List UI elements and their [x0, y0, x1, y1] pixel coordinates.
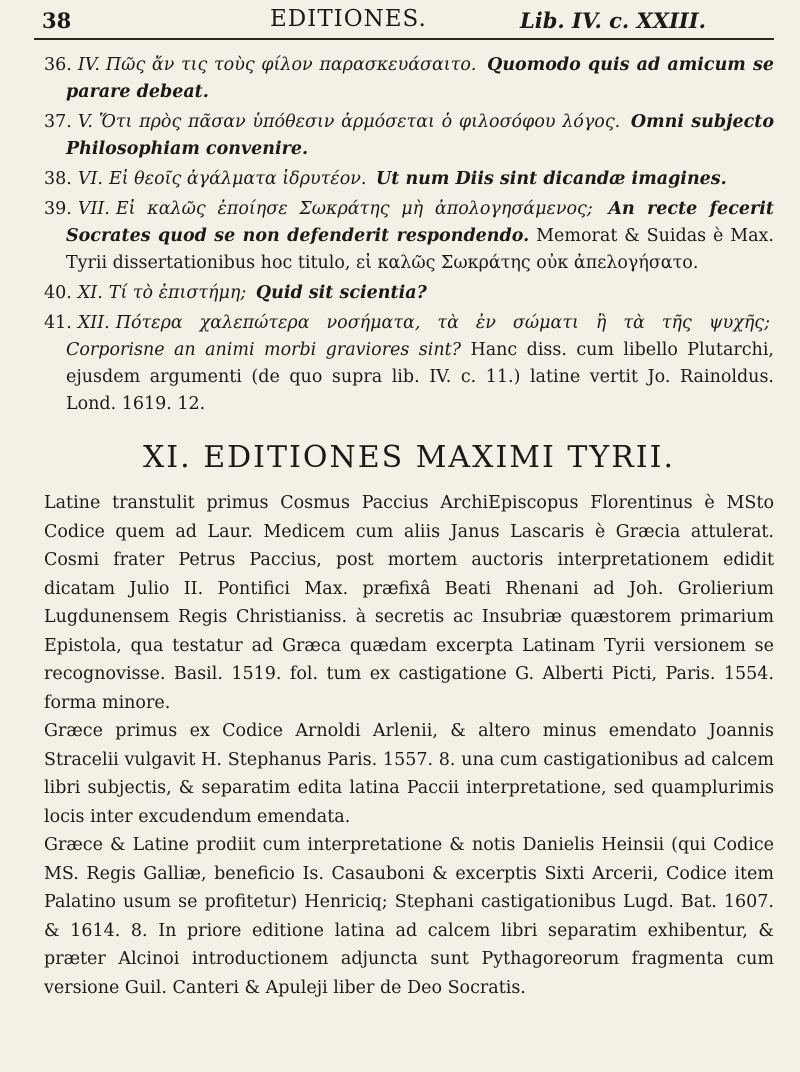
list-item — [44, 52, 774, 106]
running-head: EDITIONES. — [270, 6, 427, 32]
paragraph-latin-editions: Latine transtulit primus Cosmus Paccius ArchiEpiscopus Florentinus è MSto Codice quem ad Laur. Medicem cum aliis Janus Lascaris è Græcia attulerat. Cosmi frater Petrus Paccius, post mortem auctoris interpretationem edidit dicatam Julio II. Pontifici Max. præfixâ Beati Rhenani ad Joh. Grolierium Lugdunensem Regis Christianiss. à secretis ac Insubriæ quæstorem primarium Epistola, qua testatur ad Græca quædam excerpta Latinam Tyrii versionem se recognovisse. Basil. 1519. fol. tum ex castigatione G. Alberti Picti, Paris. 1554. forma minore. — [44, 493, 774, 713]
page-header — [0, 0, 800, 44]
entry-greek-title: Πῶς ἄν τις τοὺς φίλον παρασκευάσαιτο. — [105, 55, 477, 75]
entry-note: Hanc diss. cum libello Plutarchi, ejusdem argumenti (de quo supra lib. IV. c. 11.) latine vertit Jo. Rainoldus. Lond. 1619. 12. — [66, 340, 774, 414]
list-item — [44, 109, 774, 163]
entry-number: 37. — [44, 112, 72, 132]
entry-latin-title: Ut num Diis sint dicandæ imagines. — [376, 169, 727, 189]
page-body — [44, 52, 774, 1002]
entry-greek-title: Τί τὸ ἐπιστήμη; — [108, 283, 247, 303]
entry-number: 39. — [44, 199, 72, 219]
entry-greek-title: Πότερα χαλεπώτερα νοσήματα, τὰ ἐν σώματι ἢ τὰ τῆς ψυχῆς; — [115, 313, 770, 333]
entry-number: 40. — [44, 283, 72, 303]
list-item — [44, 166, 774, 193]
entry-latin-title: An recte fecerit Socrates quod se non defenderit respondendo. — [66, 199, 774, 246]
entry-note: Memorat & Suidas è Max. Tyrii dissertationibus hoc titulo, εἰ καλῶς Σωκράτης οὐκ ἀπελογήσατο. — [66, 226, 774, 273]
entry-marker: VII. — [77, 199, 110, 219]
entry-marker: XI. — [77, 283, 103, 303]
entry-latin-title: Quomodo quis ad amicum se parare debeat. — [66, 55, 774, 102]
section-title: XI. EDITIONES MAXIMI TYRII. — [142, 440, 676, 475]
list-item — [44, 280, 774, 307]
entry-marker: IV. — [77, 55, 100, 75]
entry-number: 36. — [44, 55, 72, 75]
paragraph-bilingual-editions: Græce & Latine prodiit cum interpretatione & notis Danielis Heinsii (qui Codice MS. Regis Galliæ, beneficio Is. Casauboni & excerptis Sixti Arcerii, Codice item Palatino usum se profitetur) Henriciq; Stephani castigationibus Lugd. Bat. 1607. & 1614. 8. In priore editione latina ad calcem libri separatim exhibentur, & præter Alcinoi introductionem adjuncta sunt Pythagoreorum fragmenta cum versione Guil. Canteri & Apuleji liber de Deo Socratis. — [44, 835, 774, 998]
section-reference: Lib. IV. c. XXIII. — [520, 8, 706, 33]
entry-number: 41. — [44, 313, 72, 333]
entry-greek-title: Εἰ καλῶς ἐποίησε Σωκράτης μὴ ἀπολογησάμενος; — [115, 199, 593, 219]
list-item — [44, 196, 774, 277]
entry-marker: XII. — [77, 313, 110, 333]
entry-greek-title: Εἰ θεοῖς ἀγάλματα ἱδρυτέον. — [108, 169, 367, 189]
paragraph-greek-editions: Græce primus ex Codice Arnoldi Arlenii, & altero minus emendato Joannis Stracelii vulgavit H. Stephanus Paris. 1557. 8. una cum castigationibus ad calcem libri subjectis, & separatim edita latina Paccii interpretatione, sed quamplurimis locis inter excudendum emendata. — [44, 721, 774, 827]
entry-marker: VI. — [77, 169, 103, 189]
header-rule — [34, 38, 774, 40]
entry-greek-title: Ὅτι πρὸς πᾶσαν ὑπόθεσιν ἁρμόσεται ὁ φιλοσόφου λόγος. — [99, 112, 621, 132]
page-number: 38 — [42, 8, 72, 33]
entry-number: 38. — [44, 169, 72, 189]
entry-latin-title: Omni subjecto Philosophiam convenire. — [66, 112, 774, 159]
entry-latin-title: Quid sit scientia? — [255, 283, 427, 303]
entry-marker: V. — [77, 112, 93, 132]
entry-latin-question: Corporisne an animi morbi graviores sint? — [66, 340, 462, 360]
list-item — [44, 310, 774, 418]
